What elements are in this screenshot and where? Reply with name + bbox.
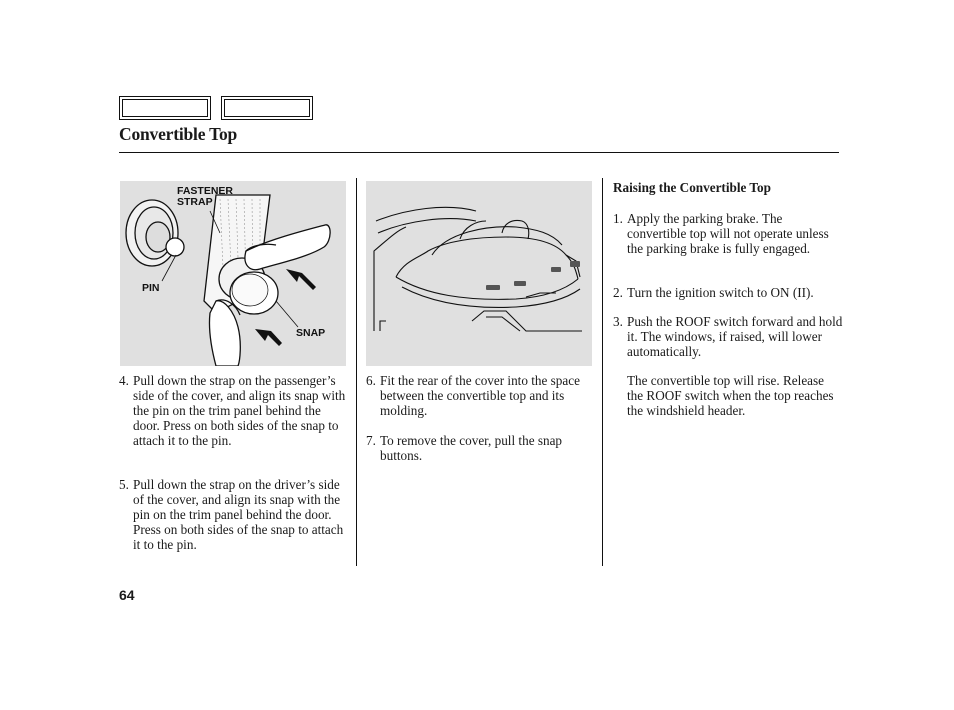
nav-tab-box-1[interactable] xyxy=(119,96,211,120)
raising-step-2 xyxy=(613,285,847,300)
step-7-text: To remove the cover, pull the snap buttons. xyxy=(380,433,563,463)
raising-heading: Raising the Convertible Top xyxy=(613,180,771,195)
raising-step-1-text: Apply the parking brake. The convertible top will not operate unless the parking brake is fully engaged. xyxy=(627,211,829,256)
label-snap: SNAP xyxy=(296,327,326,339)
raising-step-1-number: 1. xyxy=(613,211,623,226)
step-4 xyxy=(119,373,349,448)
label-strap: STRAP xyxy=(177,196,213,208)
step-4-text: Pull down the strap on the passenger’s side of the cover, and align its snap with the pin on the trim panel behind the door. Press on both sides of the snap to attach it to the pin. xyxy=(133,373,346,448)
raising-note: The convertible top will rise. Release the ROOF switch when the top reaches the windshield header. xyxy=(627,373,834,418)
step-6-number: 6. xyxy=(366,373,376,388)
step-5 xyxy=(119,477,349,552)
step-5-text: Pull down the strap on the driver’s side of the cover, and align its snap with the pin on the trim panel behind the door. Press on both sides of the snap to attach it to the pin. xyxy=(133,477,344,552)
label-pin: PIN xyxy=(142,282,160,294)
raising-step-2-number: 2. xyxy=(613,285,623,300)
page-number: 64 xyxy=(119,587,135,603)
nav-tab-inner-2 xyxy=(224,99,310,117)
step-6 xyxy=(366,373,596,418)
raising-step-2-text: Turn the ignition switch to ON (II). xyxy=(627,285,814,300)
step-7-number: 7. xyxy=(366,433,376,448)
nav-tab-box-2[interactable] xyxy=(221,96,313,120)
figure-strap-snap xyxy=(120,181,346,366)
cover-rear-illustration xyxy=(366,181,592,366)
raising-step-3 xyxy=(613,314,847,359)
step-7 xyxy=(366,433,596,463)
step-6-text: Fit the rear of the cover into the space between the convertible top and its molding. xyxy=(380,373,580,418)
page-title: Convertible Top xyxy=(119,124,238,144)
raising-step-1 xyxy=(613,211,841,256)
step-5-number: 5. xyxy=(119,477,129,492)
title-rule xyxy=(119,152,839,153)
nav-tab-inner-1 xyxy=(122,99,208,117)
column-divider-1 xyxy=(356,178,357,566)
step-4-number: 4. xyxy=(119,373,129,388)
figure-cover-rear xyxy=(366,181,592,366)
label-fastener: FASTENER xyxy=(177,185,234,197)
raising-step-3-number: 3. xyxy=(613,314,623,329)
raising-step-3-text: Push the ROOF switch forward and hold it. The windows, if raised, will lower automatically. xyxy=(627,314,843,359)
column-divider-2 xyxy=(602,178,603,566)
